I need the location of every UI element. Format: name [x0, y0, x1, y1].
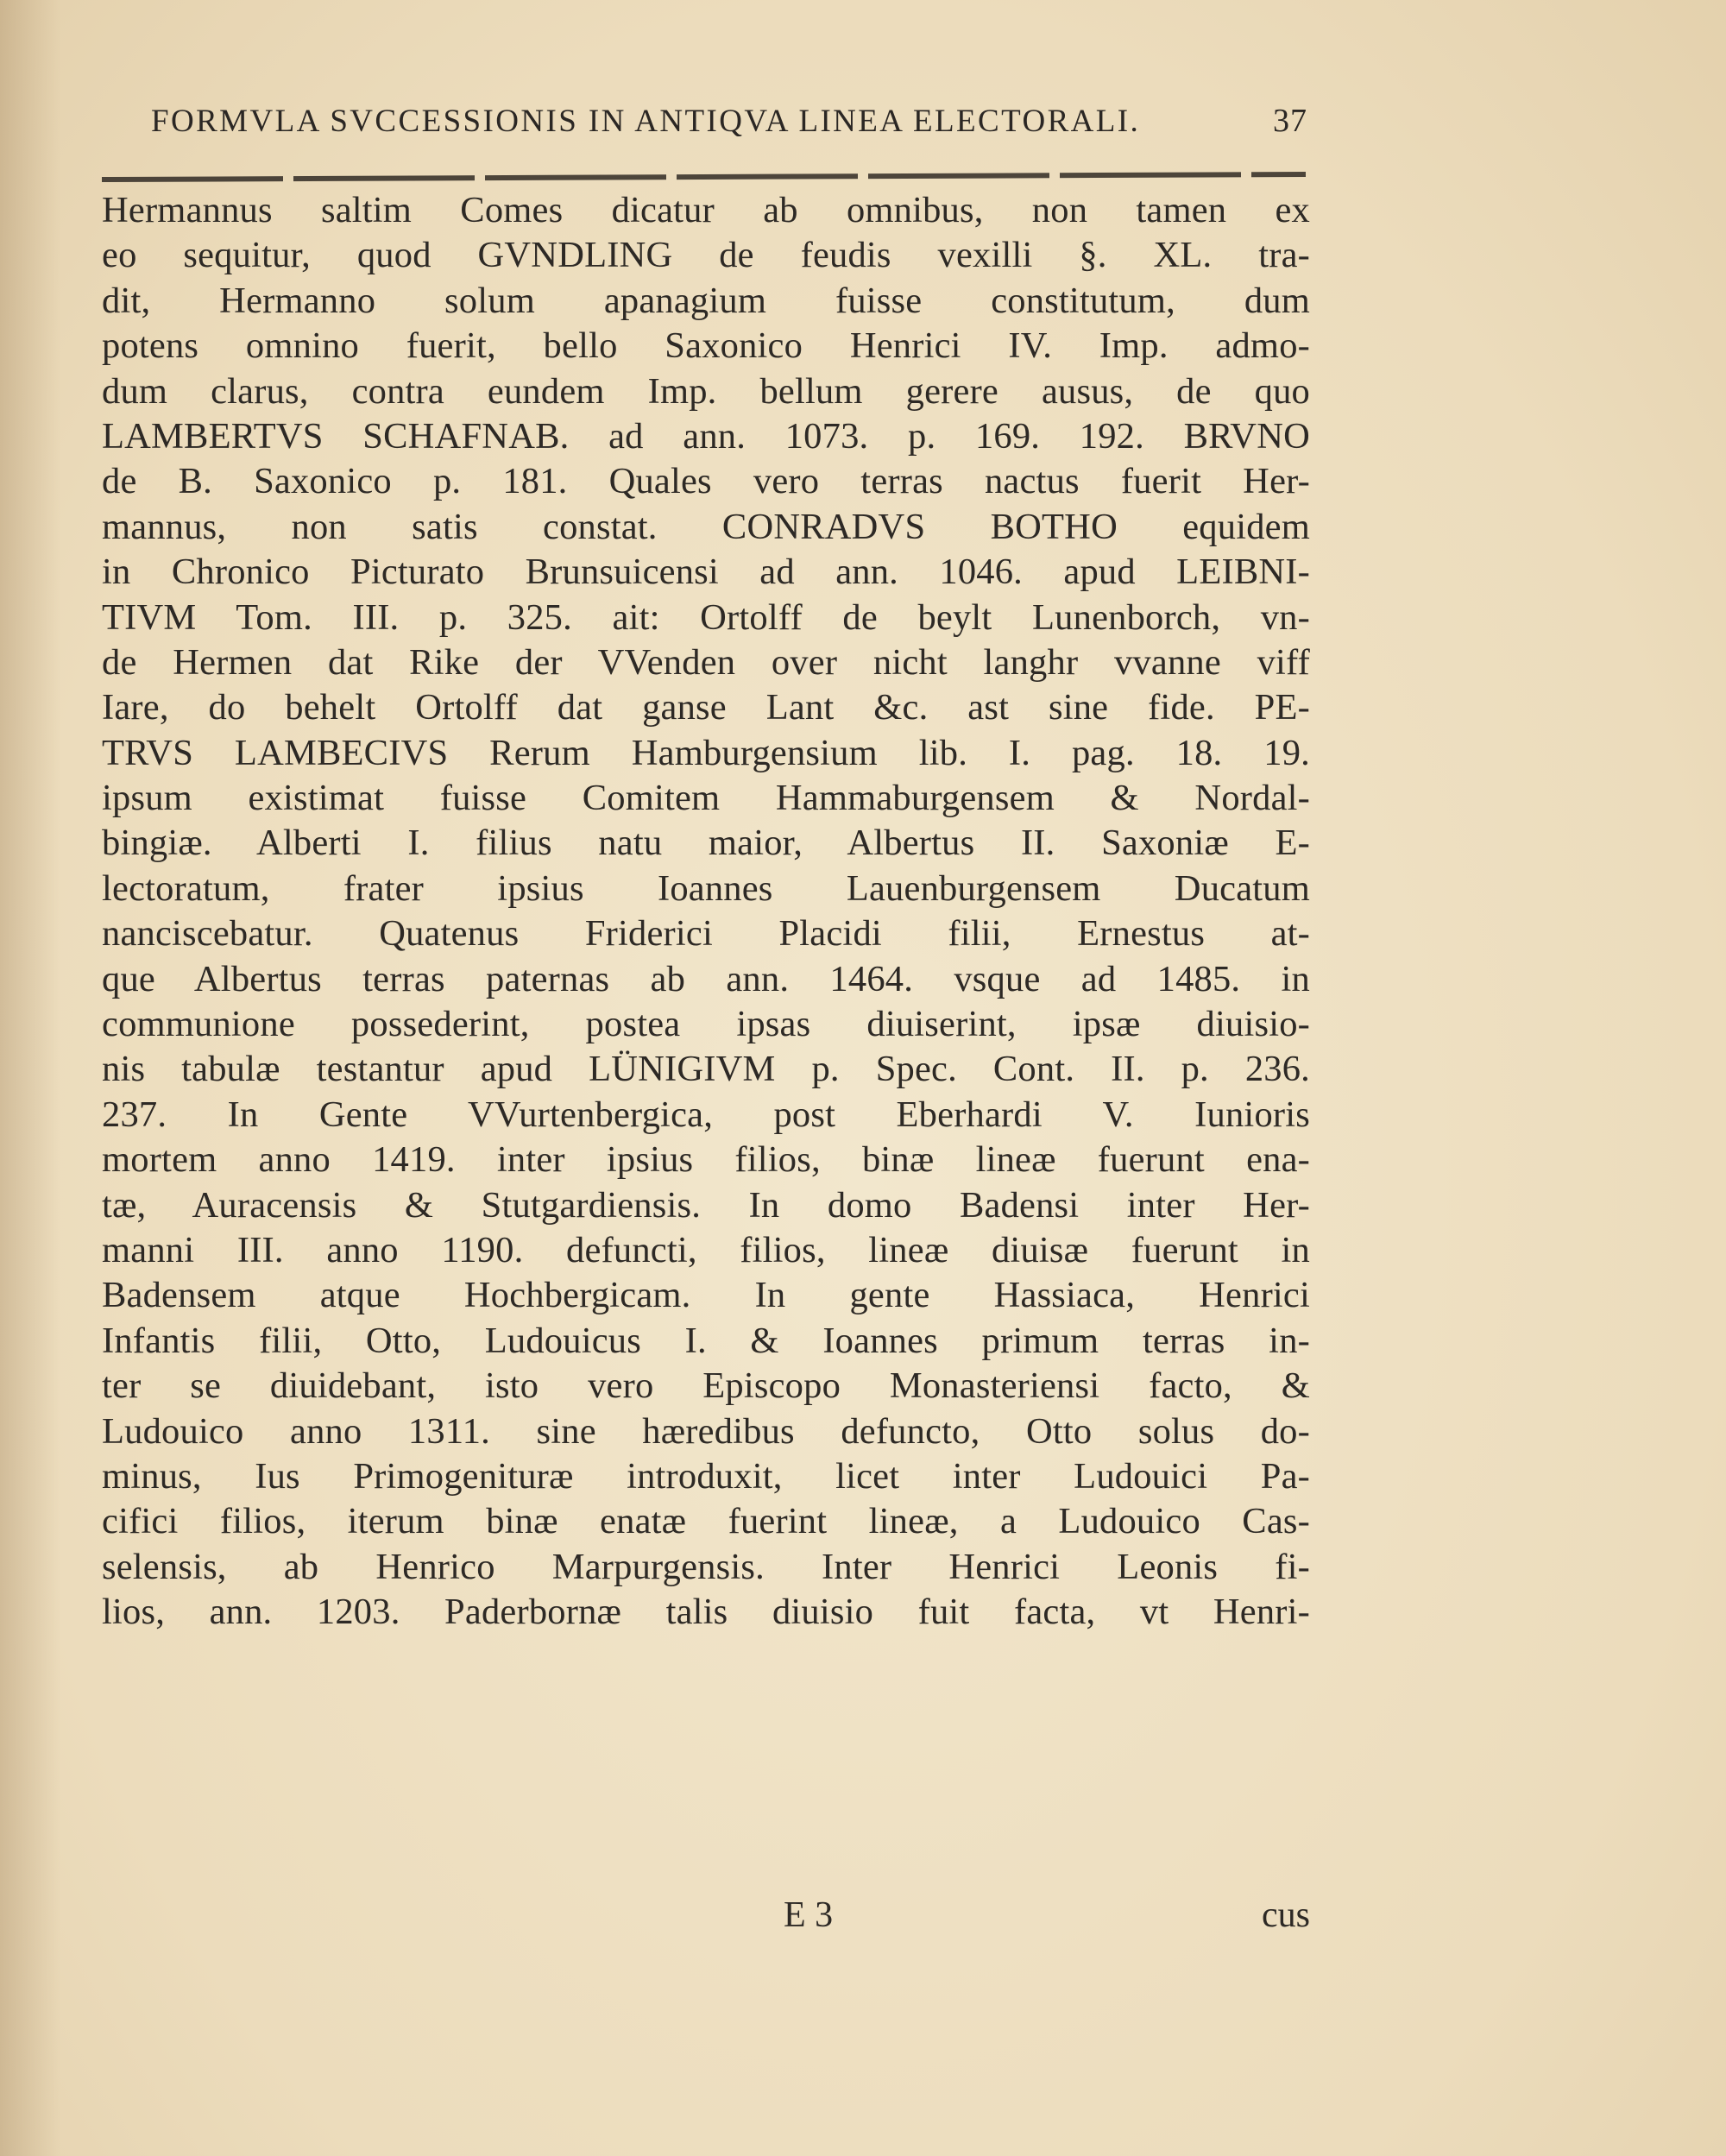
text-line: TIVM Tom. III. p. 325. ait: Ortolff de beylt Lunenborch, vn-: [102, 596, 1310, 638]
text-line: in Chronico Picturato Brunsuicensi ad ann. 1046. apud LEIBNI-: [102, 552, 1310, 593]
text-line: tæ, Auracensis & Stutgardiensis. In domo Badensi inter Her-: [102, 1184, 1310, 1226]
text-line: ipsum existimat fuisse Comitem Hammaburgensem & Nordal-: [102, 778, 1310, 819]
text-line: de Hermen dat Rike der VVenden over nicht langhr vvanne viff: [102, 641, 1310, 683]
text-line: minus, Ius Primogenituræ introduxit, licet inter Ludouici Pa-: [102, 1455, 1310, 1497]
text-line: communione possederint, postea ipsas diuiserint, ipsæ diuisio-: [102, 1004, 1310, 1045]
body-text: [102, 188, 1310, 1636]
text-line: dit, Hermanno solum apanagium fuisse constitutum, dum: [102, 280, 1310, 321]
text-line: 237. In Gente VVurtenbergica, post Eberhardi V. Iunioris: [102, 1094, 1310, 1135]
text-line: lios, ann. 1203. Paderbornæ talis diuisio fuit facta, vt Henri-: [102, 1592, 1310, 1633]
text-line: TRVS LAMBECIVS Rerum Hamburgensium lib. I. pag. 18. 19.: [102, 732, 1310, 773]
text-line: Badensem atque Hochbergicam. In gente Hassiaca, Henrici: [102, 1275, 1310, 1316]
text-line: Ludouico anno 1311. sine hæredibus defuncto, Otto solus do-: [102, 1410, 1310, 1452]
text-line: Iare, do behelt Ortolff dat ganse Lant &c. ast sine fide. PE-: [102, 687, 1310, 728]
text-line: lectoratum, frater ipsius Ioannes Lauenburgensem Ducatum: [102, 867, 1310, 909]
text-line: eo sequitur, quod GVNDLING de feudis vexilli §. XL. tra-: [102, 235, 1310, 276]
text-line: potens omnino fuerit, bello Saxonico Henrici IV. Imp. admo-: [102, 325, 1310, 367]
text-line: manni III. anno 1190. defuncti, filios, lineæ diuisæ fuerunt in: [102, 1229, 1310, 1270]
page-number: 37: [1273, 103, 1307, 139]
text-line: de B. Saxonico p. 181. Quales vero terras nactus fuerit Her-: [102, 461, 1310, 502]
text-line: nis tabulæ testantur apud LÜNIGIVM p. Spec. Cont. II. p. 236.: [102, 1049, 1310, 1090]
text-line: bingiæ. Alberti I. filius natu maior, Albertus II. Saxoniæ E-: [102, 823, 1310, 864]
page-header: [151, 102, 1307, 154]
catchword: cus: [1262, 1895, 1310, 1935]
text-line: Infantis filii, Otto, Ludouicus I. & Ioannes primum terras in-: [102, 1320, 1310, 1361]
signature-mark: E 3: [784, 1895, 834, 1935]
text-line: ter se diuidebant, isto vero Episcopo Monasteriensi facto, &: [102, 1365, 1310, 1407]
text-line: LAMBERTVS SCHAFNAB. ad ann. 1073. p. 169. 192. BRVNO: [102, 415, 1310, 457]
text-line: que Albertus terras paternas ab ann. 1464. vsque ad 1485. in: [102, 958, 1310, 999]
gutter-shadow: [0, 0, 60, 2156]
text-line: Hermannus saltim Comes dicatur ab omnibus, non tamen ex: [102, 190, 1310, 230]
text-line: nanciscebatur. Quatenus Friderici Placidi filii, Ernestus at-: [102, 913, 1310, 955]
text-line: mannus, non satis constat. CONRADVS BOTHO equidem: [102, 506, 1310, 547]
page-footer: [102, 1894, 1310, 1946]
text-line: cifici filios, iterum binæ enatæ fuerint lineæ, a Ludouico Cas-: [102, 1501, 1310, 1542]
header-rule: [102, 172, 1306, 182]
text-line: selensis, ab Henrico Marpurgensis. Inter Henrici Leonis fi-: [102, 1546, 1310, 1587]
text-line: mortem anno 1419. inter ipsius filios, binæ lineæ fuerunt ena-: [102, 1139, 1310, 1181]
running-title: FORMVLA SVCCESSIONIS IN ANTIQVA LINEA ELECTORALI.: [151, 104, 1141, 139]
text-line: dum clarus, contra eundem Imp. bellum gerere ausus, de quo: [102, 370, 1310, 412]
